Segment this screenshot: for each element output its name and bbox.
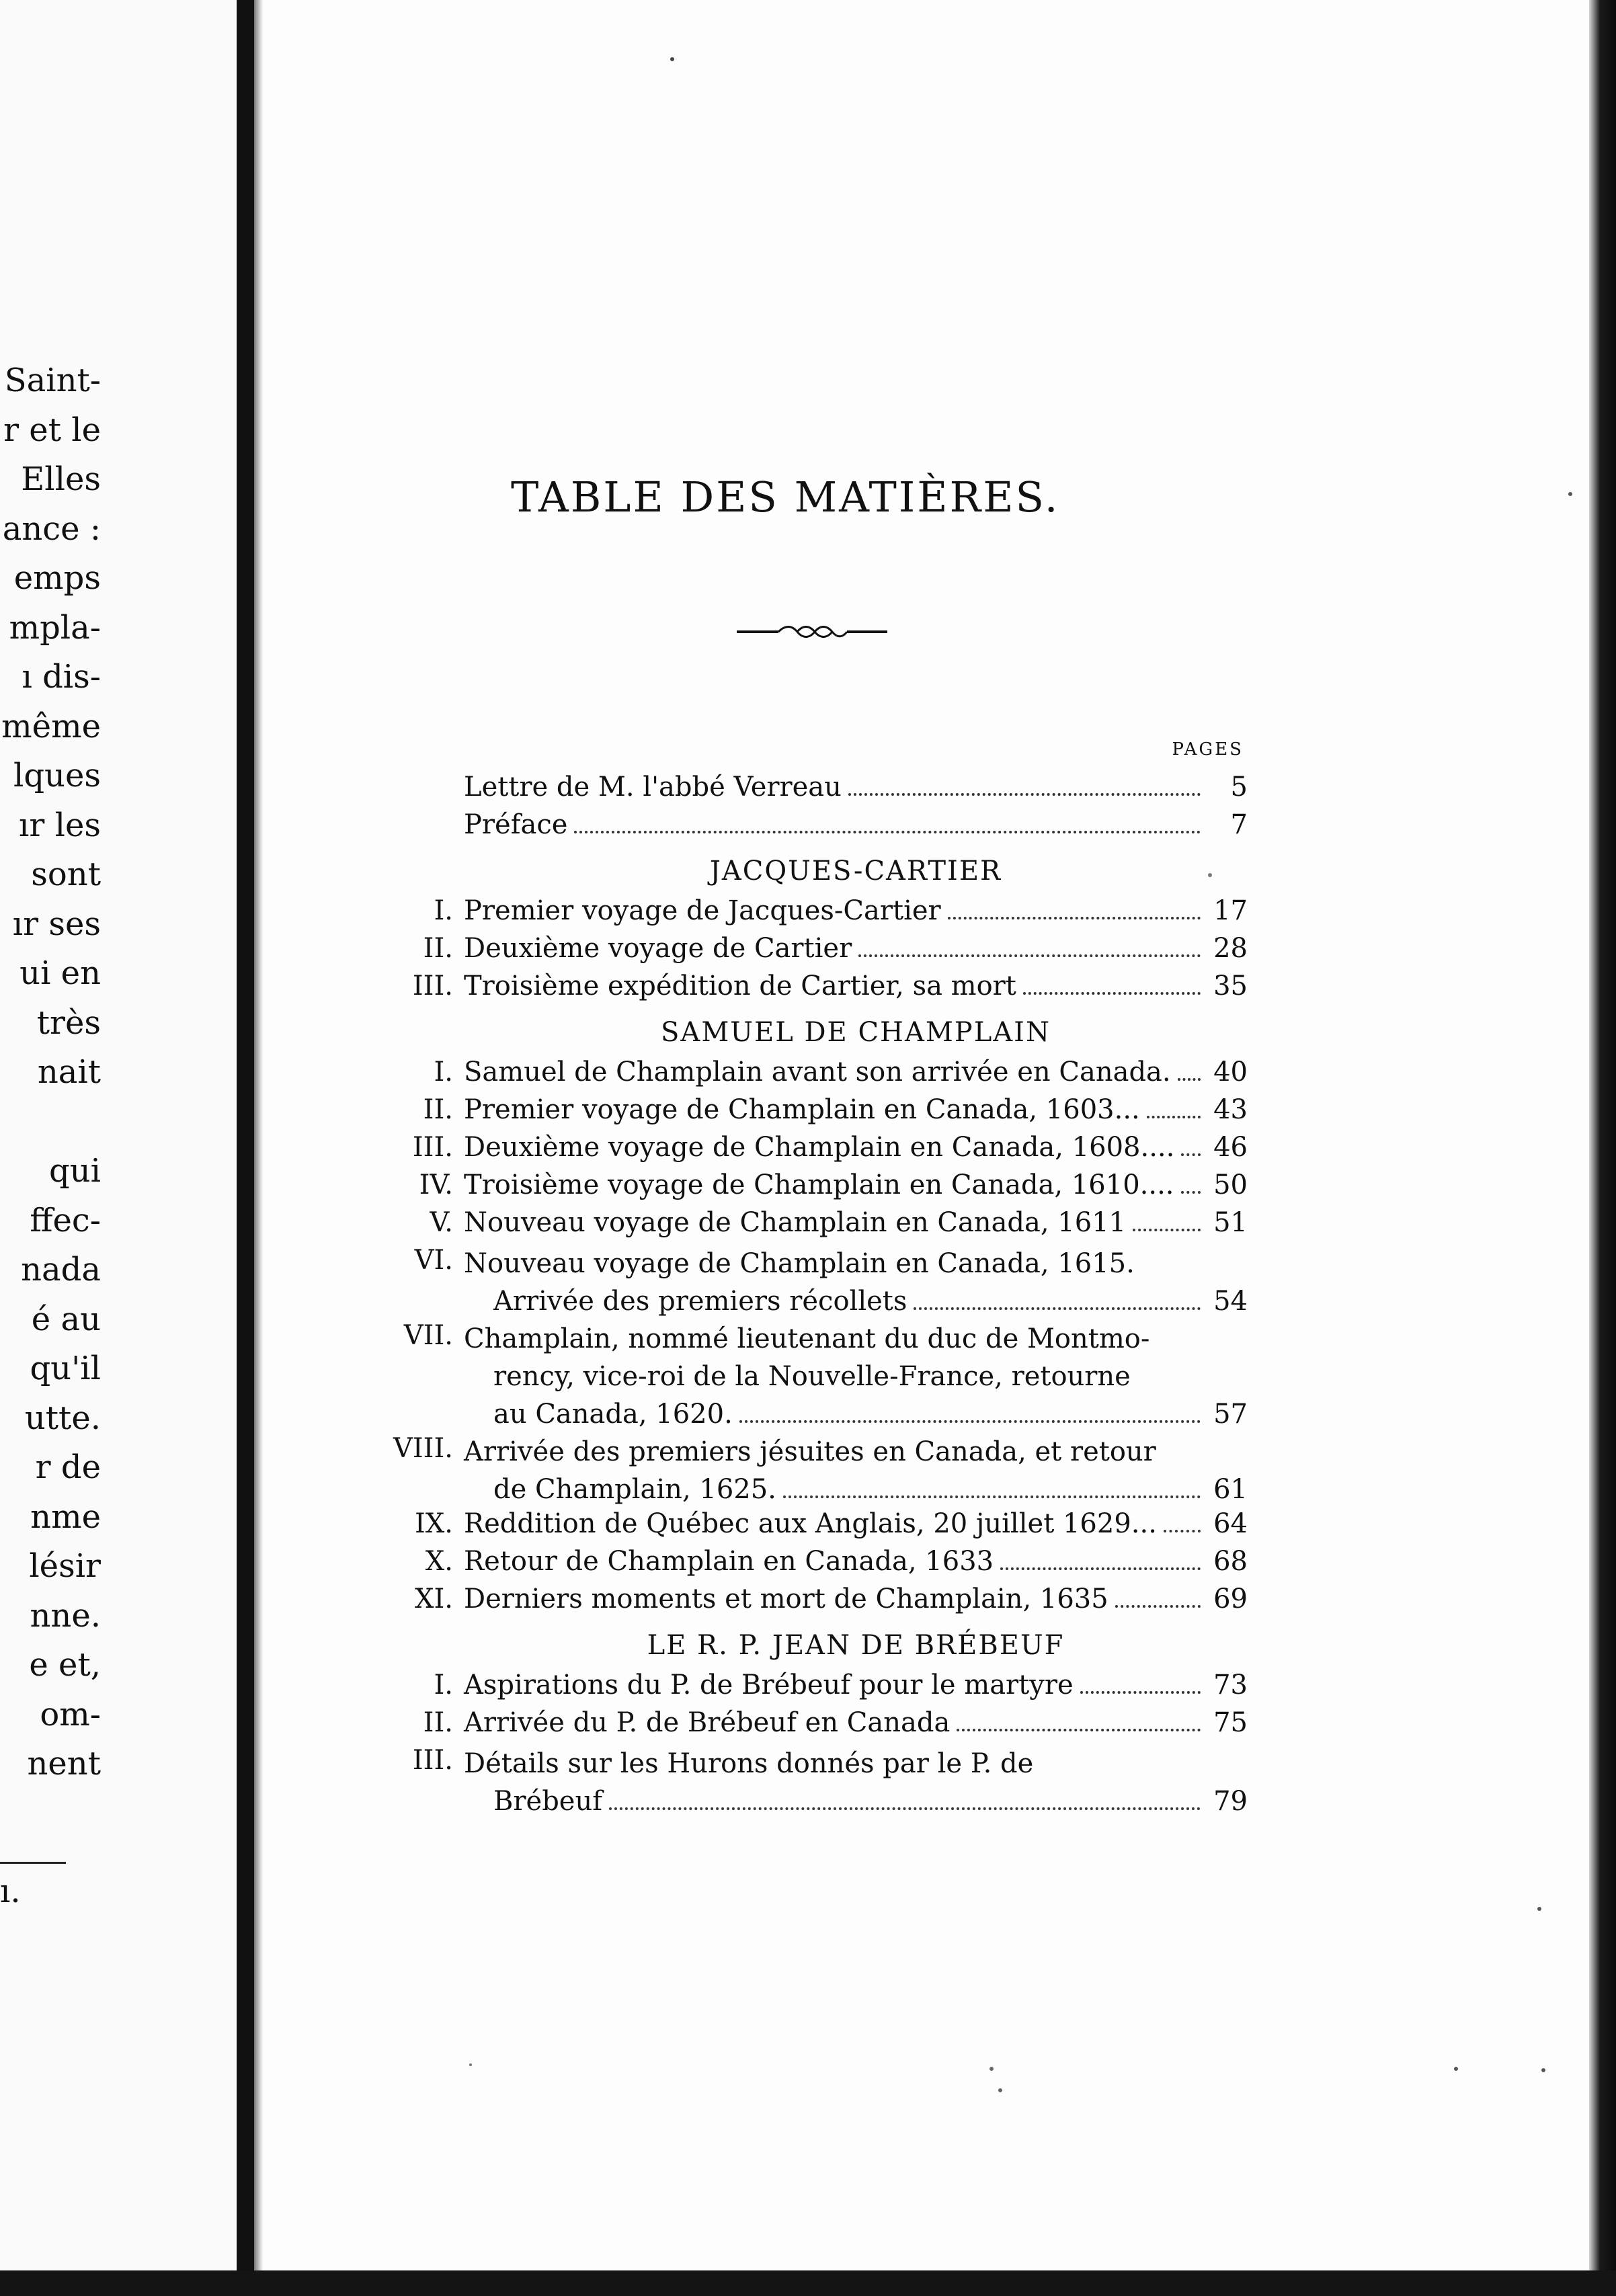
entry-title-line: rency, vice-roi de la Nouvelle-France, retourne <box>493 1361 1131 1392</box>
entry-title: Deuxième voyage de Cartier <box>464 933 852 964</box>
entry-number: I. <box>434 895 453 926</box>
entry-number: XI. <box>415 1584 453 1614</box>
entry-number: II. <box>423 1094 453 1125</box>
left-line: om- <box>40 1695 101 1733</box>
entry-title-line: Champlain, nommé lieutenant du duc de Montmo- <box>464 1323 1150 1354</box>
entry-title-line: Arrivée des premiers jésuites en Canada, et retour <box>464 1436 1156 1467</box>
entry-page: 68 <box>1213 1546 1248 1577</box>
left-line: ı dis- <box>22 658 101 696</box>
entry-title: Nouveau voyage de Champlain en Canada, 1611 <box>464 1207 1127 1238</box>
entry-number: IX. <box>415 1508 453 1539</box>
entry-page: 40 <box>1213 1057 1248 1088</box>
entry-title: Premier voyage de Champlain en Canada, 1603... <box>464 1094 1140 1125</box>
section-heading: SAMUEL DE CHAMPLAIN <box>661 1017 1051 1048</box>
page-title: TABLE DES MATIÈRES. <box>511 473 1060 522</box>
left-line: ance : <box>2 509 101 548</box>
entry-page: 57 <box>1213 1399 1248 1430</box>
entry-title: Préface <box>464 809 568 840</box>
left-line: qu'il <box>30 1350 101 1387</box>
left-line: r et le <box>3 411 101 449</box>
entry-number: I. <box>434 1057 453 1088</box>
entry-page: 50 <box>1213 1170 1248 1200</box>
left-line: utte. <box>24 1399 101 1437</box>
entry-page: 7 <box>1230 809 1248 840</box>
entry-title: Premier voyage de Jacques-Cartier <box>464 895 941 926</box>
entry-number: V. <box>430 1207 453 1238</box>
left-line: lésir <box>29 1547 101 1585</box>
entry-page: 64 <box>1213 1508 1248 1539</box>
entry-number: II. <box>423 1707 453 1738</box>
entry-title: Troisième expédition de Cartier, sa mort <box>464 971 1016 1001</box>
left-line: emps <box>13 559 101 597</box>
left-line: qui <box>49 1152 101 1190</box>
entry-number: VIII. <box>393 1433 453 1464</box>
left-line: même <box>1 707 101 745</box>
entry-page: 35 <box>1213 971 1248 1001</box>
left-line: nent <box>27 1745 101 1782</box>
entry-number: II. <box>423 933 453 964</box>
entry-title: Reddition de Québec aux Anglais, 20 juillet 1629... <box>464 1508 1157 1539</box>
entry-number: VII. <box>403 1320 453 1351</box>
entry-title-continuation: Brébeuf <box>493 1786 603 1817</box>
pages-column-label: PAGES <box>1172 739 1244 760</box>
entry-page: 75 <box>1213 1707 1248 1738</box>
entry-number: III. <box>412 1132 453 1163</box>
left-last-line: ı. <box>0 1873 21 1910</box>
entry-title: Retour de Champlain en Canada, 1633 <box>464 1546 994 1577</box>
entry-title: Arrivée du P. de Brébeuf en Canada <box>464 1707 951 1738</box>
left-line: ffec- <box>30 1201 101 1239</box>
entry-title-line: Détails sur les Hurons donnés par le P. de <box>464 1748 1034 1779</box>
entry-number: III. <box>412 971 453 1001</box>
entry-page: 5 <box>1230 772 1248 803</box>
left-line: lques <box>13 757 101 794</box>
entry-title: Lettre de M. l'abbé Verreau <box>464 772 842 803</box>
left-line: ui en <box>19 954 101 992</box>
left-line: sont <box>31 856 101 893</box>
left-line: ır ses <box>12 905 101 943</box>
entry-page: 51 <box>1213 1207 1248 1238</box>
entry-title: Samuel de Champlain avant son arrivée en Canada. <box>464 1057 1171 1088</box>
left-line: nne. <box>30 1596 101 1635</box>
left-line: e et, <box>29 1646 101 1684</box>
entry-page: 69 <box>1213 1584 1248 1614</box>
entry-title-continuation: de Champlain, 1625. <box>493 1474 776 1505</box>
entry-title: Derniers moments et mort de Champlain, 1635 <box>464 1584 1108 1614</box>
entry-page: 73 <box>1213 1670 1248 1700</box>
entry-title: Aspirations du P. de Brébeuf pour le martyre <box>464 1670 1074 1700</box>
entry-number: VI. <box>414 1245 453 1276</box>
entry-title-continuation: au Canada, 1620. <box>493 1399 733 1430</box>
entry-number: III. <box>412 1745 453 1776</box>
section-heading: JACQUES-CARTIER <box>709 856 1002 887</box>
entry-page: 46 <box>1213 1132 1248 1163</box>
entry-number: I. <box>434 1670 453 1700</box>
left-line: ır les <box>19 806 101 844</box>
entry-page: 28 <box>1213 933 1248 964</box>
entry-title: Deuxième voyage de Champlain en Canada, 1608.... <box>464 1132 1175 1163</box>
entry-title: Troisième voyage de Champlain en Canada, 1610.... <box>464 1170 1174 1200</box>
entry-page: 17 <box>1213 895 1248 926</box>
left-line: Elles <box>21 460 101 498</box>
entry-page: 43 <box>1213 1094 1248 1125</box>
entry-title-continuation: Arrivée des premiers récollets <box>493 1286 907 1317</box>
left-line: r de <box>35 1448 101 1486</box>
left-line: é au <box>31 1300 101 1338</box>
left-line: mpla- <box>9 608 101 647</box>
section-heading: LE R. P. JEAN DE BRÉBEUF <box>647 1630 1065 1661</box>
entry-title-line: Nouveau voyage de Champlain en Canada, 1615. <box>464 1248 1135 1279</box>
left-line: nada <box>21 1251 101 1288</box>
left-line: très <box>36 1003 101 1042</box>
entry-number: X. <box>425 1546 453 1577</box>
left-line: nait <box>37 1053 101 1091</box>
entry-page: 61 <box>1213 1474 1248 1505</box>
left-line: nme <box>30 1498 101 1536</box>
entry-number: IV. <box>419 1170 453 1200</box>
left-line: Saint- <box>4 362 101 399</box>
entry-page: 79 <box>1213 1786 1248 1817</box>
entry-page: 54 <box>1213 1286 1248 1317</box>
